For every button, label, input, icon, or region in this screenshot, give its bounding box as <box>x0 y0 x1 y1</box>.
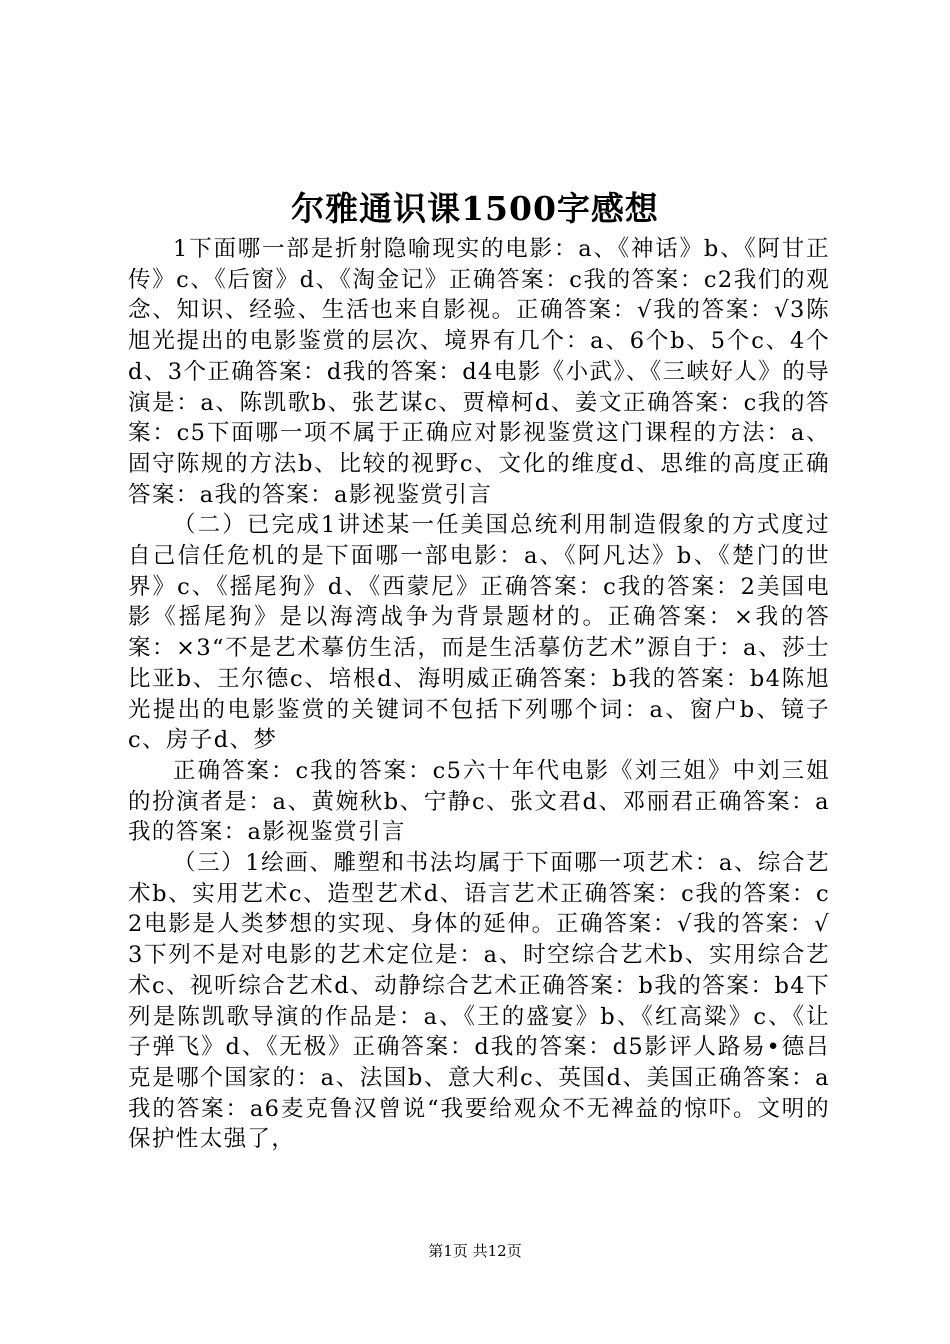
paragraph-1: 1下面哪一部是折射隐喻现实的电影：a、《神话》b、《阿甘正传》c、《后窗》d、《淘金记》正确答案：c我的答案：c2我们的观念、知识、经验、生活也来自影视。正确答案：√我的答案：√3陈旭光提出的电影鉴赏的层次、境界有几个：a、6个b、5个c、4个d、3个正确答案：d我的答案：d4电影《小武》、《三峡好人》的导演是：a、陈凯歌b、张艺谋c、贾樟柯d、姜文正确答案：c我的答案：c5下面哪一项不属于正确应对影视鉴赏这门课程的方法：a、固守陈规的方法b、比较的视野c、文化的维度d、思维的高度正确答案：a我的答案：a影视鉴赏引言 <box>128 236 830 508</box>
paragraph-3: 正确答案：c我的答案：c5六十年代电影《刘三姐》中刘三姐的扮演者是：a、黄婉秋b、宁静c、张文君d、邓丽君正确答案：a我的答案：a影视鉴赏引言 <box>128 757 830 846</box>
document-title: 尔雅通识课1500字感想 <box>291 189 659 228</box>
page-footer: 第1页 共12页 <box>428 1242 522 1260</box>
paragraph-4: （三）1绘画、雕塑和书法均属于下面哪一项艺术：a、综合艺术b、实用艺术c、造型艺术d、语言艺术正确答案：c我的答案：c2电影是人类梦想的实现、身体的延伸。正确答案：√我的答案：√3下列不是对电影的艺术定位是：a、时空综合艺术b、实用综合艺术c、视听综合艺术d、动静综合艺术正确答案：b我的答案：b4下列是陈凯歌导演的作品是：a、《王的盛宴》b、《红高粱》c、《让子弹飞》d、《无极》正确答案：d我的答案：d5影评人路易•德吕克是哪个国家的：a、法国b、意大利c、英国d、美国正确答案：a我的答案：a6麦克鲁汉曾说“我要给观众不无裨益的惊吓。文明的保护性太强了， <box>128 850 830 1153</box>
document-body <box>128 234 830 1155</box>
paragraph-2: （二）已完成1讲述某一任美国总统利用制造假象的方式度过自己信任危机的是下面哪一部电影：a、《阿凡达》b、《楚门的世界》c、《摇尾狗》d、《西蒙尼》正确答案：c我的答案：2美国电影《摇尾狗》是以海湾战争为背景题材的。正确答案：×我的答案：×3“不是艺术摹仿生活，而是生活摹仿艺术”源自于：a、莎士比亚b、王尔德c、培根d、海明威正确答案：b我的答案：b4陈旭光提出的电影鉴赏的关键词不包括下列哪个词：a、窗户b、镜子c、房子d、梦 <box>128 512 830 754</box>
